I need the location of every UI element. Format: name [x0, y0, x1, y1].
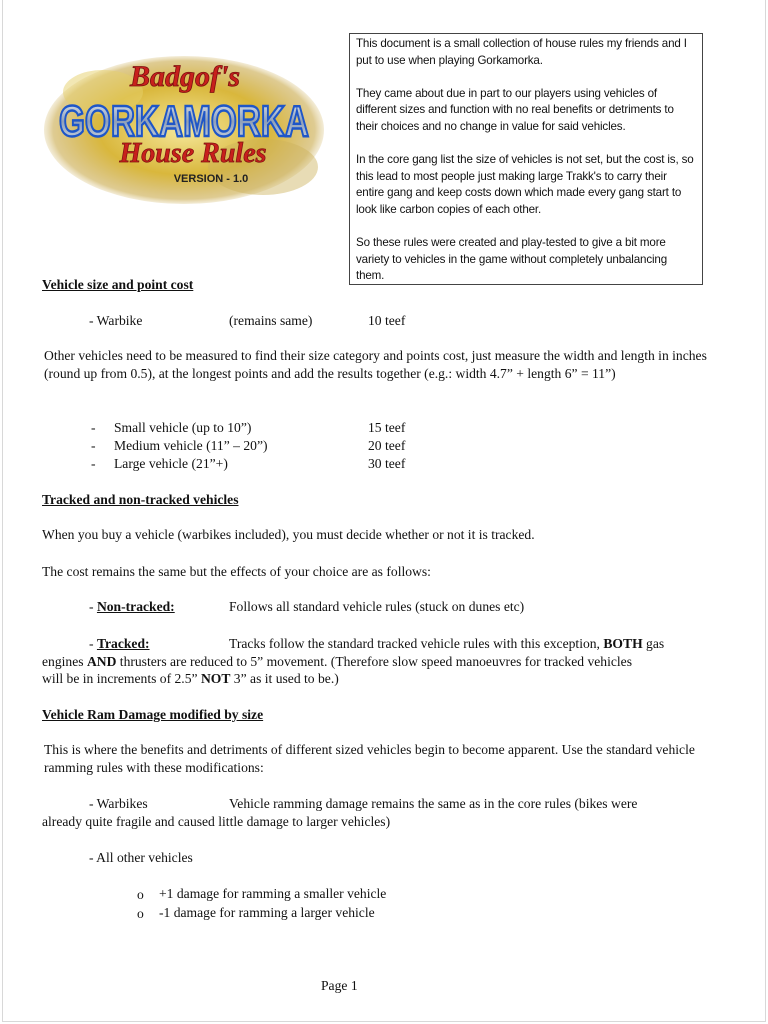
logo-line2: GORKAMORKA [59, 97, 309, 146]
emphasis-both: BOTH [603, 636, 643, 651]
size-small-label: Small vehicle (up to 10”) [114, 420, 252, 435]
logo-line1: Badgof's [129, 60, 241, 93]
ram-text: This is where the benefits and detriments of different sized vehicles begin to become apparent. Use the standard vehicle ramming rules with these modifications: [44, 742, 695, 775]
intro-paragraph: In the core gang list the size of vehicles is not set, but the cost is, so this lead to most people just making large Trakk's to carry their entire gang and keep costs down which made every gang start to look like carbon copies of each other. [356, 153, 694, 216]
warbikes-text-line1: Vehicle ramming damage remains the same as in the core rules (bikes were [229, 796, 638, 811]
bullet-icon: o [137, 906, 144, 921]
tracked-row [89, 635, 150, 653]
logo-version: VERSION - 1.0 [173, 173, 249, 185]
measure-text: Other vehicles need to be measured to find their size category and points cost, just measure the width and length in inches (round up from 0.5), at the longest points and add the results together (e.g.: width 4.7” + length 6” = 11”) [44, 348, 707, 381]
heading-vehicle-size: Vehicle size and point cost [42, 277, 194, 292]
text: will be in increments of 2.5” [42, 671, 201, 686]
emphasis-and: AND [86, 654, 117, 669]
warbikes-text-line2: already quite fragile and caused little damage to larger vehicles) [42, 814, 391, 829]
heading-ram-damage: Vehicle Ram Damage modified by size [42, 707, 264, 722]
gorkamorka-house-rules-logo [43, 52, 325, 204]
dash: - [89, 636, 97, 651]
text: engines [42, 654, 87, 669]
size-small-cost: 15 teef [368, 420, 406, 435]
intro-paragraph: This document is a small collection of house rules my friends and I put to use when playing Gorkamorka. [356, 37, 687, 67]
document-page [2, 0, 766, 1022]
logo-line3: House Rules [119, 138, 267, 169]
ram-bullet-smaller: +1 damage for ramming a smaller vehicle [159, 886, 387, 901]
size-medium-label: Medium vehicle (11” – 20”) [114, 438, 268, 453]
page-number: Page 1 [321, 978, 358, 993]
tracked-text-line1 [229, 635, 664, 653]
size-large-cost: 30 teef [368, 456, 406, 471]
tracked-effects-text: The cost remains the same but the effects of your choice are as follows: [42, 564, 431, 579]
dash: - [89, 599, 97, 614]
size-dash: - [91, 456, 96, 471]
ram-bullet-larger: -1 damage for ramming a larger vehicle [159, 905, 375, 920]
warbike-label: - Warbike [89, 313, 143, 328]
ram-paragraph [44, 741, 734, 776]
intro-paragraph: They came about due in part to our players using vehicles of different sizes and function with no real benefits or detriments to their choices and no change in value for said vehicles. [356, 86, 674, 133]
size-dash: - [91, 438, 96, 453]
other-vehicles-label: - All other vehicles [89, 850, 193, 865]
nontracked-row [89, 598, 175, 616]
intro-paragraph: So these rules were created and play-tested to give a bit more variety to vehicles in the game without completely unbalancing them. [356, 236, 667, 283]
size-medium-cost: 20 teef [368, 438, 406, 453]
tracked-label: Tracked: [96, 636, 150, 651]
tracked-intro-text: When you buy a vehicle (warbikes included), you must decide whether or not it is tracked. [42, 527, 535, 542]
measure-paragraph [44, 347, 734, 382]
heading-tracked: Tracked and non-tracked vehicles [42, 492, 239, 507]
size-dash: - [91, 420, 96, 435]
nontracked-label: Non-tracked: [96, 599, 175, 614]
size-large-label: Large vehicle (21”+) [114, 456, 228, 471]
tracked-text-line2 [42, 653, 632, 671]
intro-box [349, 33, 703, 285]
bullet-icon: o [137, 887, 144, 902]
text: Tracks follow the standard tracked vehicle rules with this exception, [229, 636, 604, 651]
warbikes-label: - Warbikes [89, 796, 148, 811]
text: 3” as it used to be.) [230, 671, 339, 686]
tracked-text-line3 [42, 670, 339, 688]
text: gas [642, 636, 665, 651]
nontracked-text: Follows all standard vehicle rules (stuck on dunes etc) [229, 599, 525, 614]
text: thrusters are reduced to 5” movement. (Therefore slow speed manoeuvres for tracked vehicles [116, 654, 632, 669]
emphasis-not: NOT [200, 671, 231, 686]
warbike-note: (remains same) [229, 313, 313, 328]
warbike-cost: 10 teef [368, 313, 406, 328]
